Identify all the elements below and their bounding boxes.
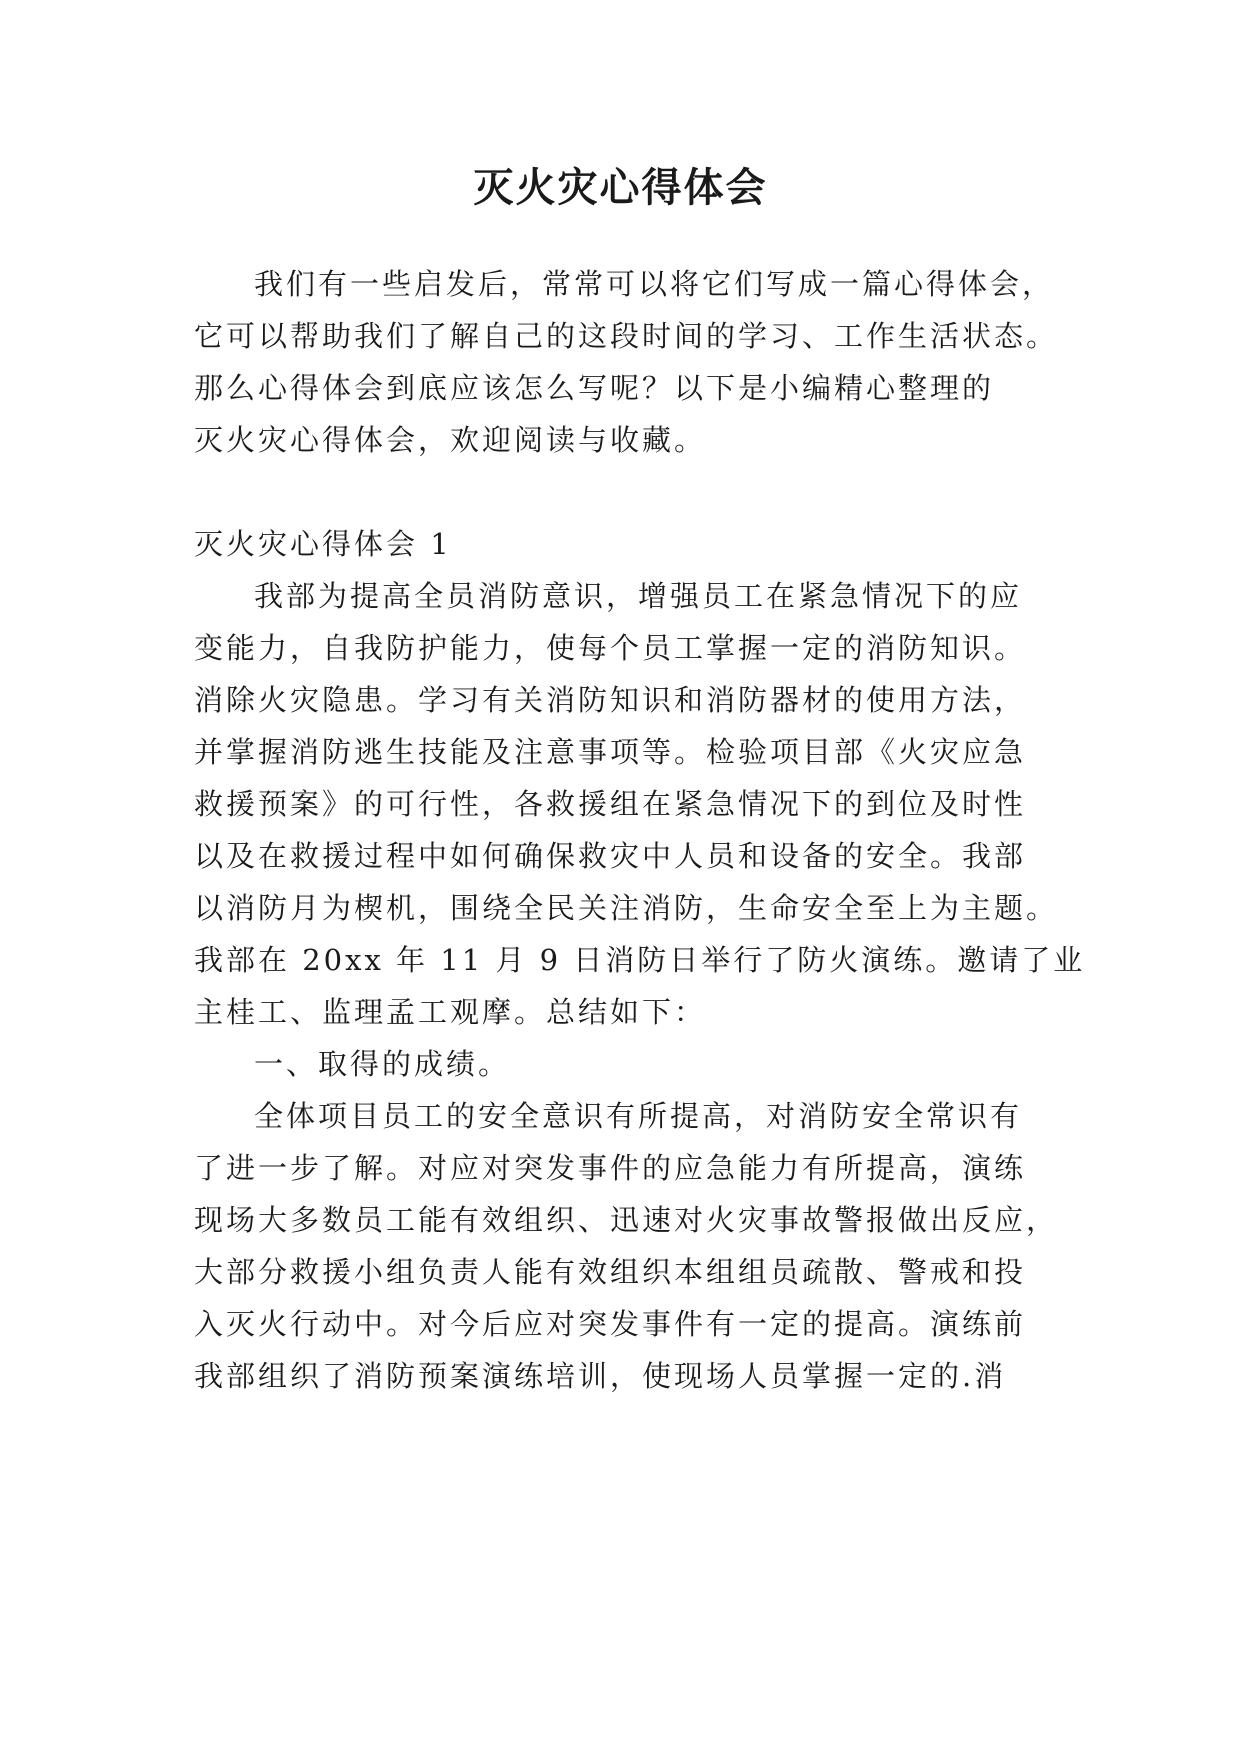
paragraph-line: 现场大多数员工能有效组织、迅速对火灾事故警报做出反应， xyxy=(194,1203,1059,1237)
intro-line: 我们有一些启发后，常常可以将它们写成一篇心得体会， xyxy=(254,267,1055,301)
paragraph-line: 变能力，自我防护能力，使每个员工掌握一定的消防知识。 xyxy=(194,631,1027,665)
intro-line: 灭火灾心得体会，欢迎阅读与收藏。 xyxy=(194,423,707,457)
paragraph-line: 并掌握消防逃生技能及注意事项等。检验项目部《火灾应急 xyxy=(194,735,1027,769)
paragraph-line: 我部组织了消防预案演练培训，使现场人员掌握一定的.消 xyxy=(194,1359,1007,1393)
paragraph-line: 我部为提高全员消防意识，增强员工在紧急情况下的应 xyxy=(254,579,1023,613)
intro-line: 它可以帮助我们了解自己的这段时间的学习、工作生活状态。 xyxy=(194,319,1059,353)
intro-line: 那么心得体会到底应该怎么写呢？以下是小编精心整理的 xyxy=(194,371,995,405)
paragraph-line: 以及在救援过程中如何确保救灾中人员和设备的安全。我部 xyxy=(194,839,1027,873)
paragraph-line: 入灭火行动中。对今后应对突发事件有一定的提高。演练前 xyxy=(194,1307,1027,1341)
paragraph-line: 我部在 20xx 年 11 月 9 日消防日举行了防火演练。邀请了业 xyxy=(194,943,1086,977)
paragraph-line: 了进一步了解。对应对突发事件的应急能力有所提高，演练 xyxy=(194,1151,1027,1185)
paragraph-line: 消除火灾隐患。学习有关消防知识和消防器材的使用方法， xyxy=(194,683,1027,717)
document-title: 灭火灾心得体会 xyxy=(473,164,768,211)
subheading: 一、取得的成绩。 xyxy=(254,1047,511,1081)
section-heading: 灭火灾心得体会 1 xyxy=(194,527,452,561)
paragraph-line: 全体项目员工的安全意识有所提高，对消防安全常识有 xyxy=(254,1099,1023,1133)
paragraph-line: 主桂工、监理孟工观摩。总结如下： xyxy=(194,995,707,1029)
paragraph-line: 大部分救援小组负责人能有效组织本组组员疏散、警戒和投 xyxy=(194,1255,1027,1289)
paragraph-line: 救援预案》的可行性，各救援组在紧急情况下的到位及时性 xyxy=(194,787,1027,821)
paragraph-line: 以消防月为楔机，围绕全民关注消防，生命安全至上为主题。 xyxy=(194,891,1059,925)
